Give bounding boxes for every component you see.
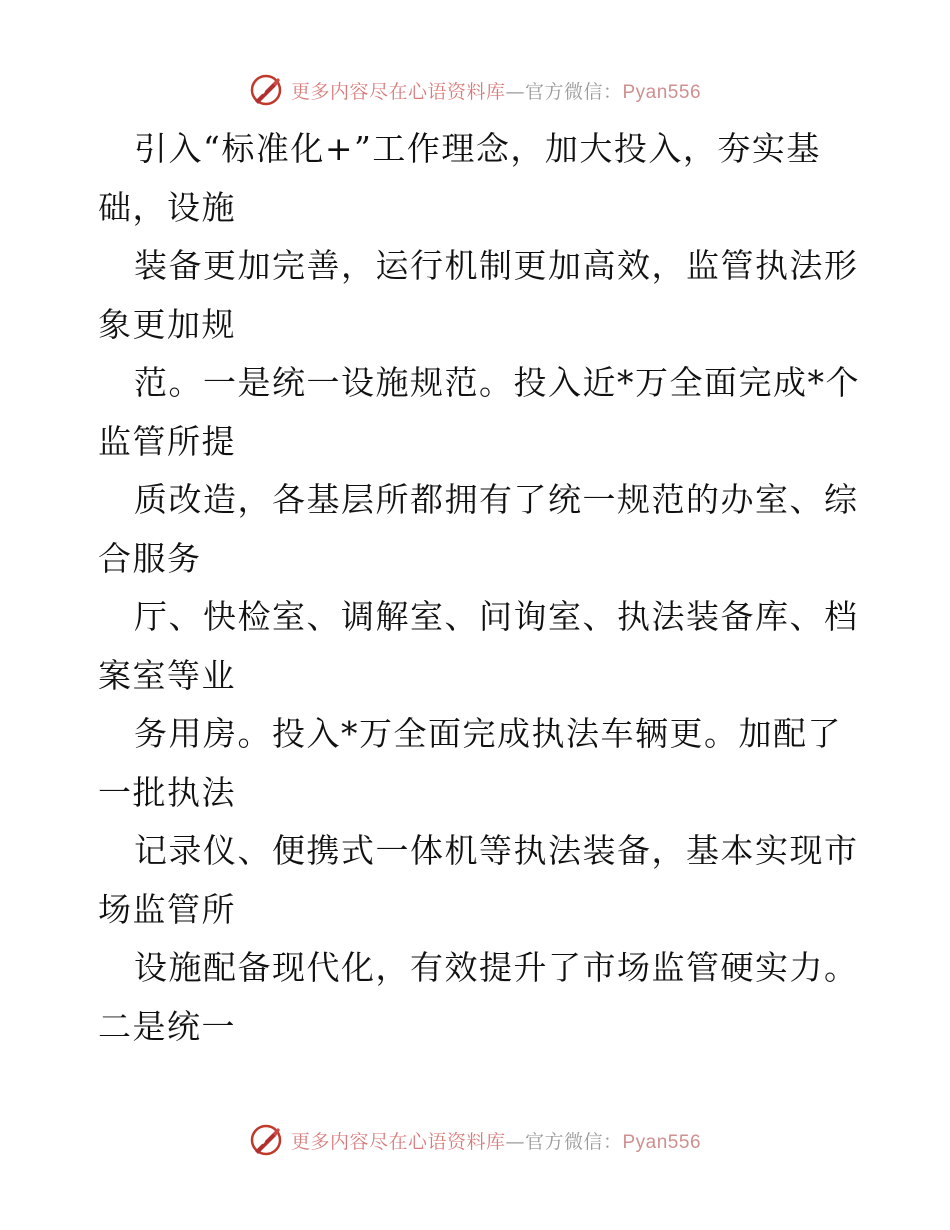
body-line: 记录仪、便携式一体机等执法装备，基本实现市 <box>134 831 859 870</box>
body-line: 二是统一 <box>98 1006 236 1046</box>
header-banner <box>0 70 950 110</box>
body-line: 引入“标准化+”工作理念，加大投入，夯实基 <box>134 129 821 168</box>
body-line: 装备更加完善，运行机制更加高效，监管执法形 <box>134 246 859 285</box>
body-line: 象更加规 <box>98 304 236 344</box>
pen-logo-icon <box>249 1123 283 1157</box>
body-line: 务用房。投入*万全面完成执法车辆更。加配了 <box>134 714 842 753</box>
header-site-text: 更多内容尽在心语资料库 <box>290 80 506 103</box>
footer-banner <box>0 1120 950 1160</box>
body-line: 础，设施 <box>98 187 236 227</box>
body-line: 案室等业 <box>98 655 236 695</box>
footer-dash: — <box>505 1130 525 1153</box>
footer-banner-text <box>291 1127 701 1154</box>
pen-logo-icon <box>249 73 283 107</box>
header-banner-text <box>291 77 701 104</box>
body-line: 合服务 <box>98 538 202 578</box>
body-line: 范。一是统一设施规范。投入近*万全面完成*个 <box>134 363 860 402</box>
footer-wechat-label: 官方微信： <box>524 1130 623 1153</box>
body-line: 场监管所 <box>98 889 236 929</box>
footer-site-text: 更多内容尽在心语资料库 <box>290 1130 506 1153</box>
body-line: 监管所提 <box>98 421 236 461</box>
header-dash: — <box>505 80 525 103</box>
body-line: 设施配备现代化，有效提升了市场监管硬实力。 <box>134 948 859 987</box>
body-line: 厅、快检室、调解室、问询室、执法装备库、档 <box>134 597 859 636</box>
body-line: 质改造，各基层所都拥有了统一规范的办室、综 <box>134 480 859 519</box>
header-wechat-label: 官方微信： <box>524 80 623 103</box>
header-wechat-id: Pyan556 <box>622 81 702 103</box>
document-body <box>98 120 858 1056</box>
body-line: 一批执法 <box>98 772 236 812</box>
footer-wechat-id: Pyan556 <box>622 1131 702 1153</box>
